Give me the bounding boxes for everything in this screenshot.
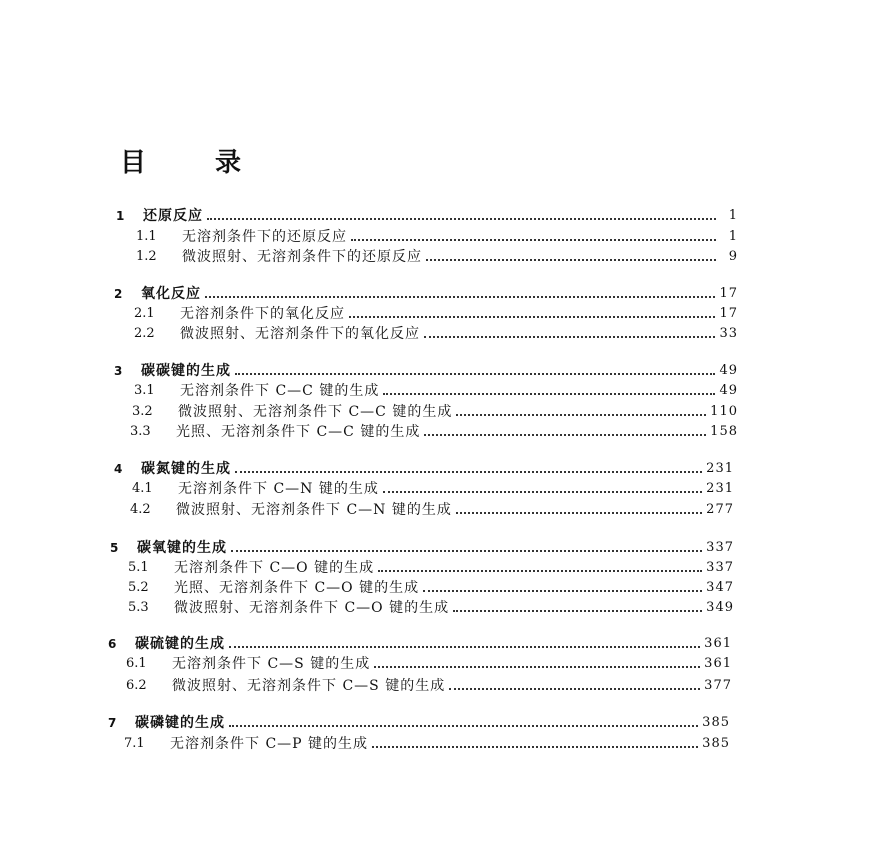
toc-page-number: 17 xyxy=(719,286,738,301)
toc-entry-title: 还原反应 xyxy=(143,208,203,224)
toc-section-entry xyxy=(128,598,734,618)
toc-page-number: 385 xyxy=(702,736,730,751)
toc-section-entry xyxy=(128,558,734,578)
toc-entry-number: 3 xyxy=(114,364,123,378)
toc-chapter-entry xyxy=(108,713,730,733)
toc-entry-title: 无溶剂条件下的还原反应 xyxy=(182,229,347,245)
toc-entry-title: 碳氮键的生成 xyxy=(141,461,231,477)
toc-entry-title: 氧化反应 xyxy=(141,286,201,302)
toc-entry-number: 6.1 xyxy=(126,656,147,671)
toc-page-number: 337 xyxy=(706,540,734,555)
toc-entry-title: 微波照射、无溶剂条件下 C—N 键的生成 xyxy=(176,502,452,518)
toc-section-entry xyxy=(136,247,738,267)
toc-entry-title: 微波照射、无溶剂条件下的氧化反应 xyxy=(180,326,420,342)
toc-page-number: 377 xyxy=(704,678,732,693)
page-title: 目 录 xyxy=(120,148,272,178)
toc-entry-title: 光照、无溶剂条件下 C—C 键的生成 xyxy=(176,424,421,440)
toc-entry-number: 5.3 xyxy=(128,600,149,615)
toc-page-number: 49 xyxy=(719,383,738,398)
toc-entry-number: 3.1 xyxy=(134,383,155,398)
toc-section-entry xyxy=(126,676,732,696)
toc-page-number: 1 xyxy=(728,229,738,244)
toc-page-number: 17 xyxy=(719,306,738,321)
toc-entry-number: 1.2 xyxy=(136,249,157,264)
dot-leader xyxy=(231,550,702,552)
toc-entry-title: 微波照射、无溶剂条件下的还原反应 xyxy=(182,249,422,265)
toc-entry-title: 碳磷键的生成 xyxy=(135,715,225,731)
toc-entry-title: 微波照射、无溶剂条件下 C—C 键的生成 xyxy=(178,404,453,420)
toc-section-entry xyxy=(132,402,738,422)
toc-page-number: 158 xyxy=(710,424,738,439)
toc-page-number: 347 xyxy=(706,580,734,595)
toc-entry-number: 2.1 xyxy=(134,306,155,321)
toc-page-number: 361 xyxy=(704,636,732,651)
toc-entry-title: 碳碳键的生成 xyxy=(141,363,231,379)
toc-page-number: 1 xyxy=(728,208,738,223)
toc-entry-number: 4.1 xyxy=(132,481,153,496)
toc-page-number: 9 xyxy=(728,249,738,264)
dot-leader xyxy=(453,610,702,612)
toc-entry-number: 5.2 xyxy=(128,580,149,595)
dot-leader xyxy=(235,373,715,375)
toc-entry-number: 5 xyxy=(110,541,119,555)
toc-entry-number: 4.2 xyxy=(130,502,151,517)
toc-page-number: 349 xyxy=(706,600,734,615)
toc-section-entry xyxy=(134,304,738,324)
toc-page-number: 337 xyxy=(706,560,734,575)
toc-entry-title: 碳硫键的生成 xyxy=(135,636,225,652)
toc-entry-title: 无溶剂条件下 C—O 键的生成 xyxy=(174,560,375,576)
dot-leader xyxy=(456,512,702,514)
dot-leader xyxy=(383,491,702,493)
toc-section-entry xyxy=(128,578,734,598)
toc-entry-title: 微波照射、无溶剂条件下 C—S 键的生成 xyxy=(172,678,446,694)
toc-entry-number: 2.2 xyxy=(134,326,155,341)
dot-leader xyxy=(423,590,702,592)
toc-entry-title: 无溶剂条件下 C—P 键的生成 xyxy=(170,736,369,752)
toc-entry-number: 4 xyxy=(114,462,123,476)
toc-entry-number: 6 xyxy=(108,637,117,651)
dot-leader xyxy=(424,336,715,338)
dot-leader xyxy=(351,239,716,241)
toc-entry-number: 2 xyxy=(114,287,123,301)
toc-entry-number: 3.3 xyxy=(130,424,151,439)
dot-leader xyxy=(349,316,715,318)
toc-section-entry xyxy=(126,654,732,674)
toc-entry-number: 1 xyxy=(116,209,125,223)
toc-entry-number: 7 xyxy=(108,716,117,730)
dot-leader xyxy=(229,725,698,727)
dot-leader xyxy=(372,746,698,748)
toc-entry-title: 无溶剂条件下的氧化反应 xyxy=(180,306,345,322)
toc-page-number: 385 xyxy=(702,715,730,730)
toc-page-number: 110 xyxy=(710,404,738,419)
toc-chapter-entry xyxy=(108,634,732,654)
toc-page-number: 231 xyxy=(706,461,734,476)
toc-page-number: 361 xyxy=(704,656,732,671)
toc-section-entry xyxy=(130,422,738,442)
dot-leader xyxy=(207,218,716,220)
toc-entry-title: 无溶剂条件下 C—N 键的生成 xyxy=(178,481,379,497)
toc-chapter-entry xyxy=(110,538,734,558)
dot-leader xyxy=(383,393,715,395)
dot-leader xyxy=(229,646,700,648)
dot-leader xyxy=(374,666,700,668)
toc-entry-number: 6.2 xyxy=(126,678,147,693)
dot-leader xyxy=(456,414,706,416)
toc-section-entry xyxy=(134,381,738,401)
toc-page-number: 231 xyxy=(706,481,734,496)
toc-page-number: 49 xyxy=(719,363,738,378)
toc-chapter-entry xyxy=(114,361,738,381)
toc-entry-title: 微波照射、无溶剂条件下 C—O 键的生成 xyxy=(174,600,450,616)
toc-page-number: 33 xyxy=(719,326,738,341)
toc-entry-title: 无溶剂条件下 C—C 键的生成 xyxy=(180,383,380,399)
toc-entry-title: 碳氧键的生成 xyxy=(137,540,227,556)
dot-leader xyxy=(378,570,702,572)
dot-leader xyxy=(424,434,706,436)
dot-leader xyxy=(235,471,702,473)
toc-page-number: 277 xyxy=(706,502,734,517)
toc-section-entry xyxy=(124,734,730,754)
toc-entry-number: 7.1 xyxy=(124,736,145,751)
toc-section-entry xyxy=(132,479,734,499)
dot-leader xyxy=(426,259,716,261)
toc-chapter-entry xyxy=(114,459,734,479)
toc-entry-number: 3.2 xyxy=(132,404,153,419)
toc-chapter-entry xyxy=(114,284,738,304)
toc-chapter-entry xyxy=(116,206,738,226)
toc-entry-title: 无溶剂条件下 C—S 键的生成 xyxy=(172,656,371,672)
dot-leader xyxy=(449,688,700,690)
toc-section-entry xyxy=(134,324,738,344)
toc-entry-number: 1.1 xyxy=(136,229,157,244)
toc-section-entry xyxy=(136,227,738,247)
dot-leader xyxy=(205,296,715,298)
toc-entry-number: 5.1 xyxy=(128,560,149,575)
toc-entry-title: 光照、无溶剂条件下 C—O 键的生成 xyxy=(174,580,420,596)
toc-section-entry xyxy=(130,500,734,520)
